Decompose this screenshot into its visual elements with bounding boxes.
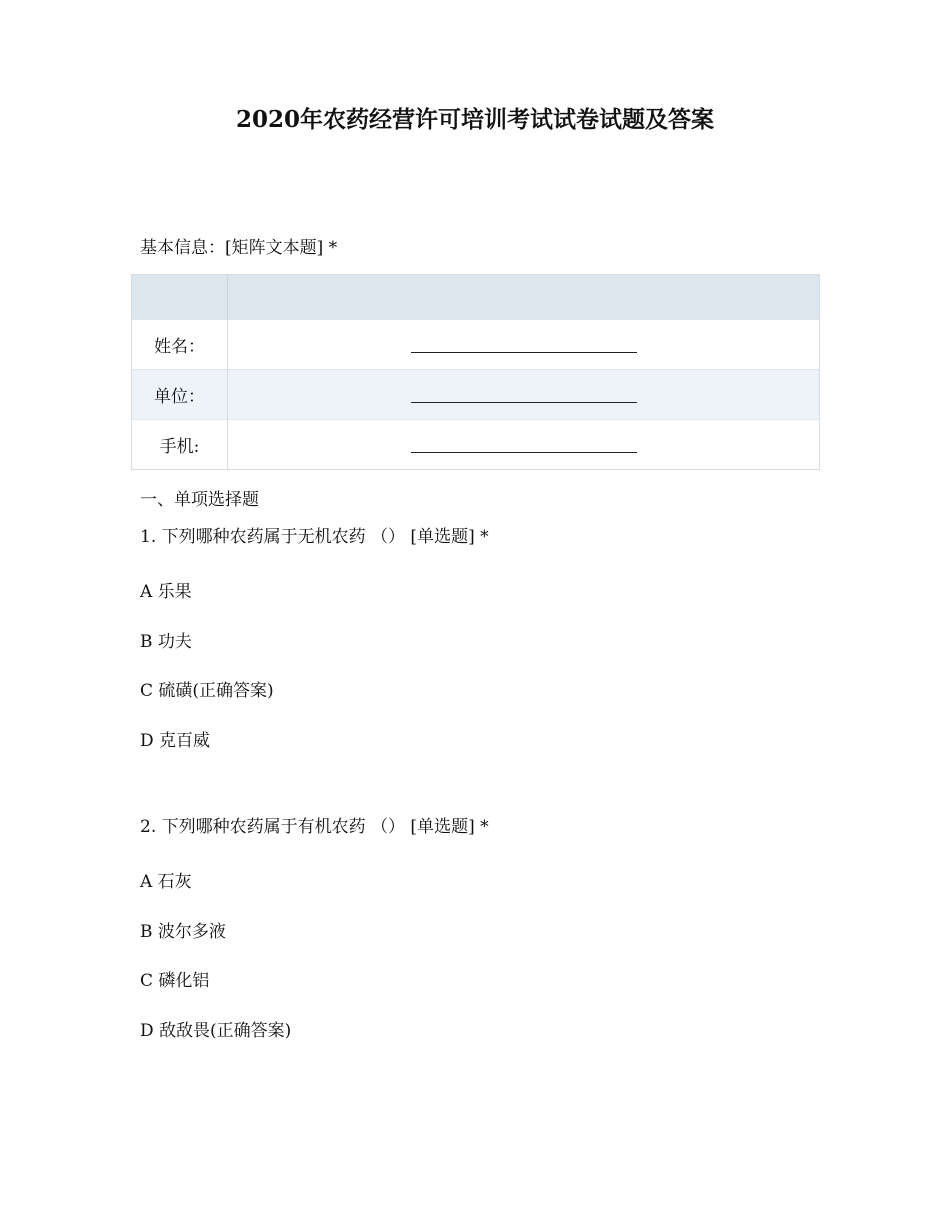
question-1-option-a[interactable]: A 乐果	[140, 582, 192, 602]
unit-blank-line	[411, 388, 637, 403]
basic-info-label: 基本信息：[矩阵文本题] *	[140, 238, 338, 258]
question-1-option-b[interactable]: B 功夫	[140, 632, 192, 652]
table-row-unit	[132, 370, 820, 420]
question-2-option-b[interactable]: B 波尔多液	[140, 922, 226, 942]
unit-field[interactable]	[228, 370, 820, 420]
table-header-cell	[132, 275, 228, 320]
question-2-text: 2. 下列哪种农药属于有机农药 （） [单选题] *	[140, 817, 489, 837]
phone-label: 手机:	[132, 420, 228, 470]
question-2-option-c[interactable]: C 磷化铝	[140, 971, 210, 991]
table-header-cell	[228, 275, 820, 320]
question-1-option-d[interactable]: D 克百威	[140, 731, 211, 751]
question-1-text: 1. 下列哪种农药属于无机农药 （） [单选题] *	[140, 527, 489, 547]
table-row-name	[132, 320, 820, 370]
name-field[interactable]	[228, 320, 820, 370]
phone-field[interactable]	[228, 420, 820, 470]
question-2-option-a[interactable]: A 石灰	[140, 872, 192, 892]
basic-info-table	[131, 274, 820, 470]
name-blank-line	[411, 338, 637, 353]
name-label: 姓名：	[132, 320, 228, 370]
unit-label: 单位：	[132, 370, 228, 420]
question-1-option-c[interactable]: C 硫磺(正确答案)	[140, 681, 274, 701]
section-heading: 一、单项选择题	[140, 490, 259, 510]
phone-blank-line	[411, 438, 637, 453]
table-header-row	[132, 275, 820, 320]
table-row-phone	[132, 420, 820, 470]
document-title: 2020年农药经营许可培训考试试卷试题及答案	[235, 106, 714, 133]
question-2-option-d[interactable]: D 敌敌畏(正确答案)	[140, 1021, 292, 1041]
